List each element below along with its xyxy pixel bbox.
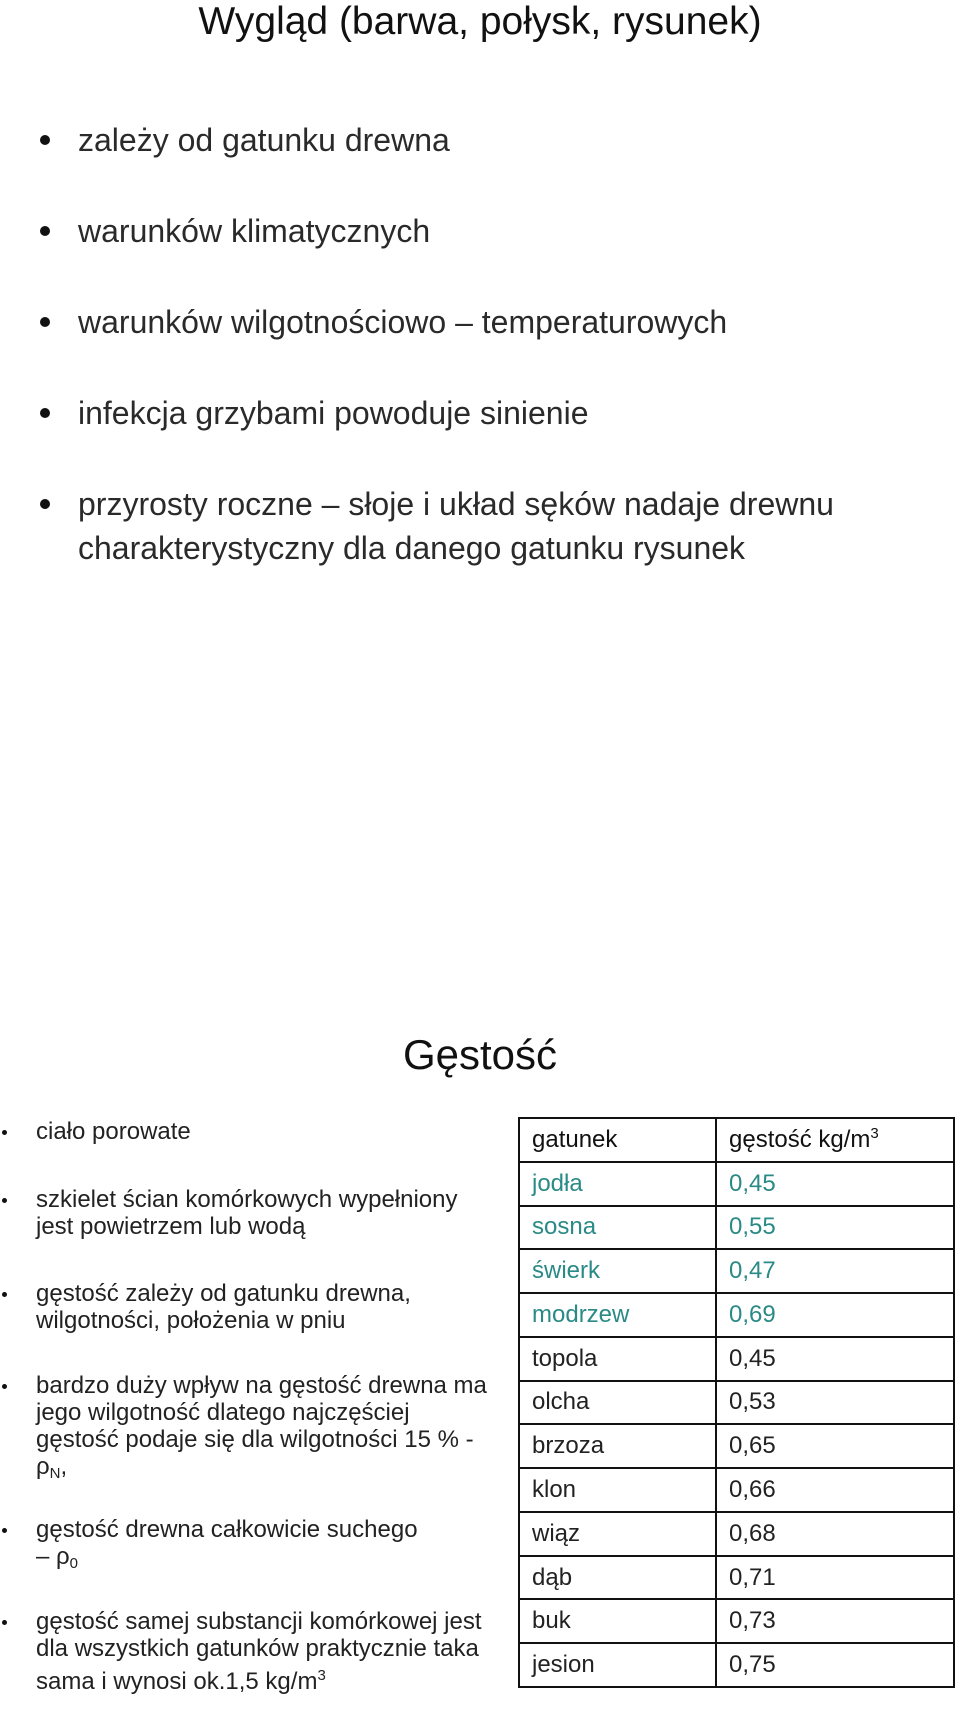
bullet-text: ciało porowate — [36, 1118, 191, 1145]
cell-density: 0,45 — [716, 1162, 954, 1206]
bullet-text-tail: , — [60, 1453, 68, 1480]
cell-species: klon — [519, 1468, 716, 1512]
list-item — [0, 1608, 510, 1695]
bullet-text: gęstość zależy od gatunku drewna, wilgotności, położenia w pniu — [36, 1280, 411, 1334]
bullet-text: gęstość samej substancji komórkowej jest dla wszystkich gatunków praktycznie taka sama i wynosi ok.1,5 kg/m — [36, 1608, 482, 1695]
table-row — [519, 1643, 954, 1687]
density-table — [518, 1117, 955, 1688]
table-row — [519, 1381, 954, 1425]
rho-subscript: N — [49, 1465, 61, 1482]
bullet-text: gęstość drewna całkowicie suchego – ρ — [36, 1516, 418, 1570]
header-density — [716, 1118, 954, 1162]
cell-species: buk — [519, 1599, 716, 1643]
header-species: gatunek — [519, 1118, 716, 1162]
cell-density: 0,45 — [716, 1337, 954, 1381]
cell-density: 0,55 — [716, 1206, 954, 1250]
bullet-dot — [40, 408, 50, 418]
table-row — [519, 1206, 954, 1250]
list-item — [0, 1516, 420, 1577]
table-row — [519, 1468, 954, 1512]
list-item — [40, 300, 920, 344]
cell-species: modrzew — [519, 1293, 716, 1337]
bullet-dot — [2, 1198, 7, 1203]
list-item — [40, 209, 920, 253]
table-row — [519, 1249, 954, 1293]
cell-species: wiąz — [519, 1512, 716, 1556]
bullet-dot — [2, 1292, 7, 1297]
slide-title-appearance: Wygląd (barwa, połysk, rysunek) — [198, 0, 762, 43]
cell-species: dąb — [519, 1556, 716, 1600]
cell-density: 0,75 — [716, 1643, 954, 1687]
bullet-dot — [40, 317, 50, 327]
bullet-dot — [40, 135, 50, 145]
bullet-dot — [2, 1620, 7, 1625]
cell-density: 0,69 — [716, 1293, 954, 1337]
list-item — [0, 1186, 500, 1240]
cell-species: topola — [519, 1337, 716, 1381]
table-header-row — [519, 1118, 954, 1162]
bullet-dot — [2, 1528, 7, 1533]
bullet-text: bardzo duży wpływ na gęstość drewna ma jego wilgotność dlatego najczęściej gęstość podaje się dla wilgotności 15 % - ρ — [36, 1372, 487, 1480]
cell-density: 0,66 — [716, 1468, 954, 1512]
rho-subscript: 0 — [69, 1555, 79, 1572]
bullet-text: szkielet ścian komórkowych wypełniony jest powietrzem lub wodą — [36, 1186, 458, 1240]
cell-density: 0,73 — [716, 1599, 954, 1643]
table-row — [519, 1599, 954, 1643]
bullet-dot — [40, 499, 50, 509]
list-item — [40, 391, 920, 435]
table-row — [519, 1293, 954, 1337]
cell-species: olcha — [519, 1381, 716, 1425]
cell-density: 0,47 — [716, 1249, 954, 1293]
cell-density: 0,71 — [716, 1556, 954, 1600]
cell-species: sosna — [519, 1206, 716, 1250]
header-density-label: gęstość kg/m — [729, 1126, 871, 1154]
list-item — [40, 482, 920, 570]
bullet-text: zależy od gatunku drewna — [78, 122, 450, 158]
cell-species: świerk — [519, 1249, 716, 1293]
bullet-text: warunków klimatycznych — [78, 213, 431, 249]
unit-superscript: 3 — [870, 1125, 879, 1143]
cell-density: 0,68 — [716, 1512, 954, 1556]
list-item — [40, 118, 920, 162]
bullet-dot — [2, 1384, 7, 1389]
bullet-text: infekcja grzybami powoduje sinienie — [78, 395, 589, 431]
cell-species: jesion — [519, 1643, 716, 1687]
bullet-text: przyrosty roczne – słoje i układ sęków nadaje drewnu charakterystyczny dla danego gatunku rysunek — [78, 486, 834, 566]
slide-title-density: Gęstość — [402, 1031, 558, 1078]
cell-density: 0,53 — [716, 1381, 954, 1425]
bullet-text: warunków wilgotnościowo – temperaturowych — [78, 304, 728, 340]
cell-density: 0,65 — [716, 1424, 954, 1468]
cell-species: brzoza — [519, 1424, 716, 1468]
table-row — [519, 1512, 954, 1556]
table-row — [519, 1162, 954, 1206]
table-row — [519, 1424, 954, 1468]
table-row — [519, 1337, 954, 1381]
appearance-bullet-list — [40, 118, 920, 617]
list-item — [0, 1280, 480, 1334]
unit-superscript: 3 — [317, 1667, 326, 1684]
bullet-dot — [40, 226, 50, 236]
cell-species: jodła — [519, 1162, 716, 1206]
list-item — [0, 1118, 500, 1145]
bullet-dot — [2, 1130, 7, 1135]
table-row — [519, 1556, 954, 1600]
list-item — [0, 1372, 490, 1487]
